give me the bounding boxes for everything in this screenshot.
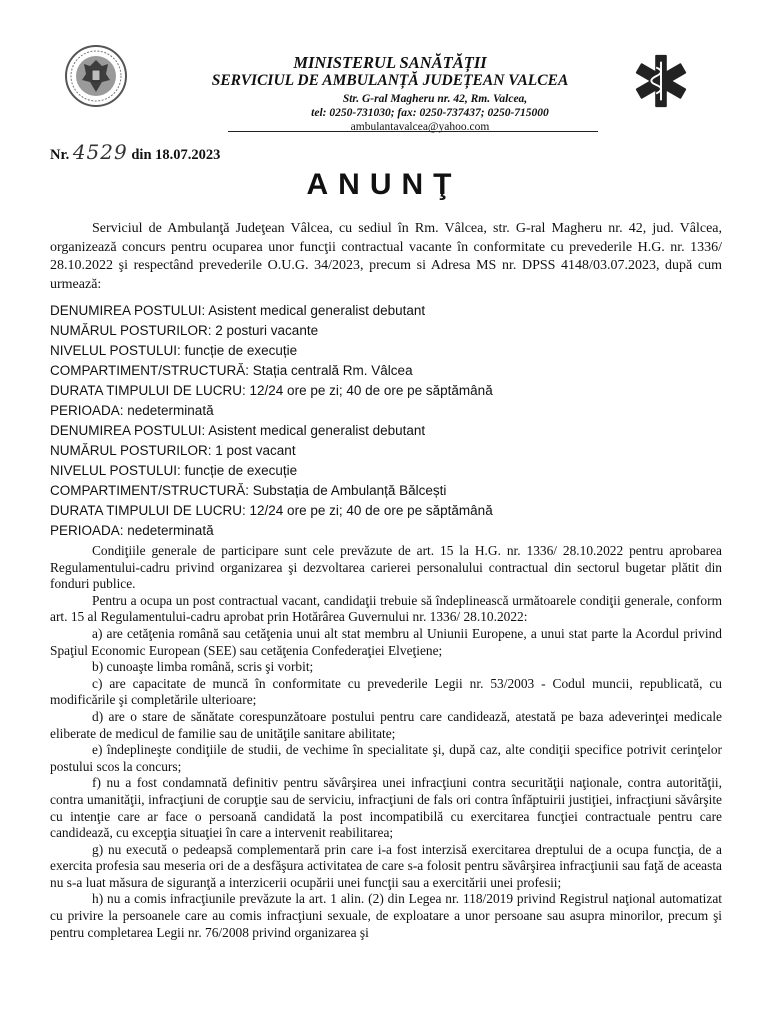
post-block-1 xyxy=(50,301,650,421)
condition-item: d) are o stare de sănătate corespunzătoare postului pentru care candidează, atestată pe baza adeverinţei medicale eliberate de medicul de familie sau de unităţile sanitare abilitate; xyxy=(50,708,722,741)
condition-item: b) cunoaşte limba română, scris şi vorbit; xyxy=(92,659,314,675)
intro-paragraph xyxy=(50,220,722,294)
document-title: ANUNŢ xyxy=(306,168,462,201)
post-title: DENUMIREA POSTULUI: Asistent medical generalist debutant xyxy=(50,303,426,318)
registration-number: 4529 xyxy=(72,140,128,164)
ministry-seal-icon xyxy=(64,44,128,108)
post-count: NUMĂRUL POSTURILOR: 1 post vacant xyxy=(50,443,296,458)
post-department: COMPARTIMENT/STRUCTURĂ: Substația de Ambulanță Bălcești xyxy=(50,483,447,498)
service-name: SERVICIUL DE AMBULANȚĂ JUDEȚEAN VALCEA xyxy=(211,72,569,89)
letterhead xyxy=(150,54,630,134)
post-period: PERIOADA: nedeterminată xyxy=(50,403,214,418)
post-level: NIVELUL POSTULUI: funcție de execuție xyxy=(50,463,298,478)
post-department: COMPARTIMENT/STRUCTURĂ: Stația centrală Rm. Vâlcea xyxy=(50,363,413,378)
service-phones: tel: 0250-731030; fax: 0250-737437; 0250-715000 xyxy=(311,107,549,119)
condition-item: g) nu execută o pedeapsă complementară prin care i-a fost interzisă exercitarea dreptului de a ocupa funcţia, de a exercita profesia sau meseria ori de a desfăşura activitatea de care s-a folosit pentru săvârşirea infracţiunii sau faţă de aceasta nu s-a luat măsura de siguranţă a interzicerii ocupării unei funcţii sau a exercitării unei profesii; xyxy=(50,841,722,890)
post-work-time: DURATA TIMPULUI DE LUCRU: 12/24 ore pe zi; 40 de ore pe săptămână xyxy=(50,383,493,398)
condition-item: a) are cetăţenia română sau cetăţenia unui alt stat membru al Uniunii Europene, a unui stat parte la Acordul privind Spaţiul Economic European (SEE) sau cetăţenia Confederaţiei Elveţiene; xyxy=(50,625,722,658)
condition-item: e) îndeplineşte condiţiile de studii, de vechime în specialitate şi, după caz, alte condiţii specifice potrivit cerinţelor postului scos la concurs; xyxy=(50,742,722,774)
post-period: PERIOADA: nedeterminată xyxy=(50,523,214,538)
condition-item: c) are capacitate de muncă în conformitate cu prevederile Legii nr. 53/2003 - Codul muncii, republicată, cu modificările şi completările ulterioare; xyxy=(50,675,722,708)
intro-text: Serviciul de Ambulanţă Judeţean Vâlcea, cu sediul în Rm. Vâlcea, str. G-ral Magheru nr. 42, jud. Vâlcea, organizează concurs pentru ocuparea unor funcţii contractual vacante în conformitate cu prevederile H.G. nr. 1336/ 28.10.2022 şi respectând prevederile O.U.G. 34/2023, precum si Adresa MS nr. DPSS 4148/03.07.2023, după cum urmează: xyxy=(50,221,722,292)
service-email: ambulantavalcea@yahoo.com xyxy=(350,121,490,133)
ministry-name: MINISTERUL SANĂTĂȚII xyxy=(293,53,487,72)
condition-item: h) nu a comis infracţiunile prevăzute la art. 1 alin. (2) din Legea nr. 118/2019 privind Registrul naţional automatizat cu privire la persoanele care au comis infracţiuni sexuale, de exploatare a unor persoane sau asupra minorilor, precum şi pentru completarea Legii nr. 76/2008 privind organizarea şi xyxy=(50,891,722,940)
conditions-section xyxy=(50,543,722,941)
service-address: Str. G-ral Magheru nr. 42, Rm. Valcea, xyxy=(342,93,528,105)
post-work-time: DURATA TIMPULUI DE LUCRU: 12/24 ore pe zi; 40 de ore pe săptămână xyxy=(50,503,493,518)
registration-line xyxy=(50,140,220,164)
conditions-lead: Pentru a ocupa un post contractual vacant, candidaţii trebuie să îndeplinească următoarele condiţii generale, conform art. 15 al Regulamentului-cadru aprobat prin Hotărârea Guvernului nr. 1336/ 28.10.2022: xyxy=(50,592,722,625)
registration-prefix: Nr. xyxy=(50,147,70,163)
conditions-general: Condiţiile generale de participare sunt cele prevăzute de art. 15 la H.G. nr. 1336/ 28.10.2022 pentru aprobarea Regulamentului-cadru privind organizarea şi dezvoltarea carierei personalului contractual din sectorul bugetar plătit din fonduri publice. xyxy=(50,543,722,592)
star-of-life-icon xyxy=(632,52,690,110)
post-level: NIVELUL POSTULUI: funcție de execuție xyxy=(50,343,298,358)
post-title: DENUMIREA POSTULUI: Asistent medical generalist debutant xyxy=(50,423,426,438)
header-divider xyxy=(228,131,598,132)
registration-date: din 18.07.2023 xyxy=(131,147,221,163)
post-block-2 xyxy=(50,421,650,541)
post-count: NUMĂRUL POSTURILOR: 2 posturi vacante xyxy=(50,323,319,338)
condition-item: f) nu a fost condamnată definitiv pentru săvârşirea unei infracţiuni contra securităţii naţionale, contra autorităţii, contra umanităţii, infracţiuni de corupţie sau de serviciu, infracţiuni de fals ori contra înfăptuirii justiţiei, infracţiuni săvârşite cu intenţie care ar face o persoană candidată la post incompatibilă cu exercitarea funcţiei contractuale pentru care candidează, cu excepţia situaţiei în care a intervenit reabilitarea; xyxy=(50,775,722,841)
